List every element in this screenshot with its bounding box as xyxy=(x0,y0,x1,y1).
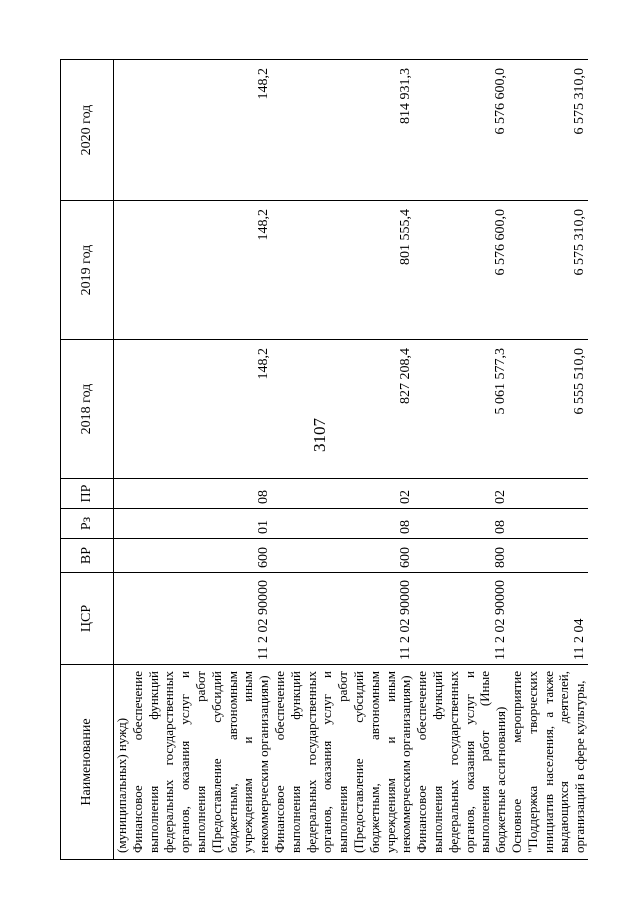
table-row xyxy=(272,60,414,860)
header-2019: 2019 год xyxy=(61,201,114,340)
header-pr: ПР xyxy=(61,479,114,509)
row-rz: 08 xyxy=(272,509,414,539)
row-pr: 08 xyxy=(130,479,272,509)
table-row xyxy=(130,60,272,860)
row-2019 xyxy=(114,201,130,340)
page-number-text: 3107 xyxy=(310,418,329,452)
row-2018: 5 061 577,3 xyxy=(414,340,509,479)
row-vr xyxy=(114,539,130,573)
row-2018 xyxy=(114,340,130,479)
row-csr xyxy=(114,573,130,665)
header-rz: Рз xyxy=(61,509,114,539)
row-2019: 148,2 xyxy=(130,201,272,340)
row-2019: 801 555,4 xyxy=(272,201,414,340)
row-pr: 02 xyxy=(414,479,509,509)
row-2018: 6 555 510,0 xyxy=(509,340,588,479)
row-pr xyxy=(114,479,130,509)
header-name: Наименование xyxy=(61,665,114,860)
row-rz xyxy=(509,509,588,539)
row-vr xyxy=(509,539,588,573)
row-vr: 600 xyxy=(272,539,414,573)
row-rz: 08 xyxy=(414,509,509,539)
row-name: (муниципальных) нужд) xyxy=(114,665,130,860)
header-row xyxy=(61,60,114,860)
row-2020: 814 931,3 xyxy=(272,60,414,201)
table-row xyxy=(509,60,588,860)
row-2020: 6 576 600,0 xyxy=(414,60,509,201)
row-csr: 11 2 04 xyxy=(509,573,588,665)
header-2018: 2018 год xyxy=(61,340,114,479)
table-row xyxy=(114,60,130,860)
header-vr: ВР xyxy=(61,539,114,573)
rotated-table-container xyxy=(60,60,620,860)
row-csr: 11 2 02 90000 xyxy=(414,573,509,665)
row-csr: 11 2 02 90000 xyxy=(130,573,272,665)
row-vr: 800 xyxy=(414,539,509,573)
row-2020: 148,2 xyxy=(130,60,272,201)
row-name: Финансовое обеспечение выполнения функций федеральных государственных органов, оказания услуг и выполнения работ (Предоставление субсидий бюджетным, автономным учреждениям и иным некоммерческим организациям) xyxy=(130,665,272,860)
row-2019: 6 576 600,0 xyxy=(414,201,509,340)
row-2020 xyxy=(114,60,130,201)
row-pr xyxy=(509,479,588,509)
table-row xyxy=(414,60,509,860)
row-rz xyxy=(114,509,130,539)
row-2019: 6 575 310,0 xyxy=(509,201,588,340)
header-csr: ЦСР xyxy=(61,573,114,665)
row-name: Финансовое обеспечение выполнения функций федеральных государственных органов, оказания услуг и выполнения работ (Иные бюджетные ассигнования) xyxy=(414,665,509,860)
row-vr: 600 xyxy=(130,539,272,573)
row-2020: 6 575 310,0 xyxy=(509,60,588,201)
row-name: Финансовое обеспечение выполнения функций федеральных государственных органов, оказания услуг и выполнения работ (Предоставление субсидий бюджетным, автономным учреждениям и иным некоммерческим организациям) xyxy=(272,665,414,860)
budget-table xyxy=(60,59,588,860)
row-name: Основное мероприятие "Поддержка творческих инициатив населения, а также выдающихся деятелей, организаций в сфере культуры, xyxy=(509,665,588,860)
row-pr: 02 xyxy=(272,479,414,509)
header-2020: 2020 год xyxy=(61,60,114,201)
row-2018: 827 208,4 xyxy=(272,340,414,479)
row-2018: 148,2 xyxy=(130,340,272,479)
row-rz: 01 xyxy=(130,509,272,539)
row-csr: 11 2 02 90000 xyxy=(272,573,414,665)
